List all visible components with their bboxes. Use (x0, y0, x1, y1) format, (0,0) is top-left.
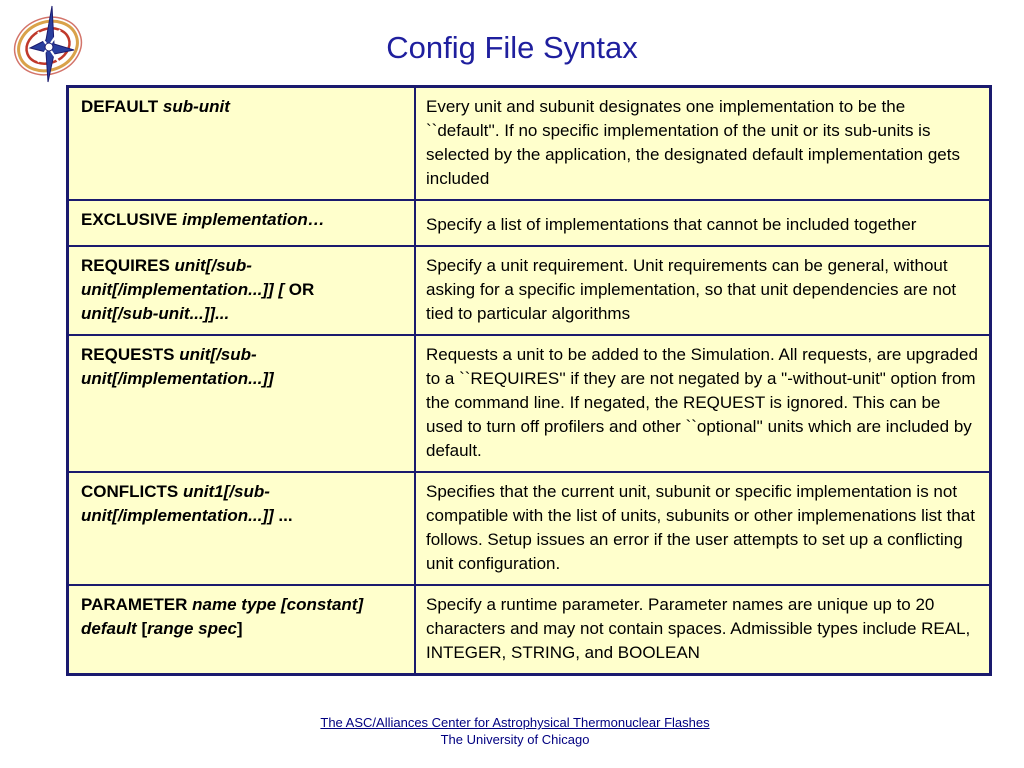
bracket-open: [ (141, 619, 148, 638)
center-link[interactable]: The ASC/Alliances Center for Astrophysical Thermonuclear Flashes (320, 715, 710, 730)
footer (0, 714, 1024, 748)
table-row (68, 246, 991, 335)
keyword: PARAMETER (81, 595, 188, 614)
table-row (68, 585, 991, 675)
description-cell: Specify a unit requirement. Unit requirements can be general, without asking for a specific implementation, so that unit dependencies are not tied to particular algorithms (415, 246, 991, 335)
keyword-args: name type [constant] default (81, 595, 364, 638)
keyword-cell (68, 246, 416, 335)
table-row (68, 200, 991, 246)
table-row (68, 335, 991, 472)
keyword-cell (68, 585, 416, 675)
institution-name: The University of Chicago (440, 732, 590, 747)
description-cell: Every unit and subunit designates one implementation to be the ``default''. If no specific implementation of the unit or its sub-units is selected by the application, the designated default implementation gets included (415, 87, 991, 201)
keyword-args: unit[/sub-unit[/implementation...]] [ (81, 256, 285, 299)
keyword-args-range: range spec (147, 619, 237, 638)
keyword-args: unit1[/sub-unit[/implementation...]] (81, 482, 274, 525)
keyword-tail: ... (278, 506, 293, 525)
keyword-or: OR (288, 280, 315, 299)
description-cell: Requests a unit to be added to the Simulation. All requests, are upgraded to a ``REQUIRES'' if they are not negated by a "-without-unit" option from the command line. If negated, the REQUEST is ignored. This can be used to turn off profilers and other ``optional'' units which are included by default. (415, 335, 991, 472)
description-cell: Specify a list of implementations that cannot be included together (415, 200, 991, 246)
keyword-args: unit[/sub-unit[/implementation...]] (81, 345, 274, 388)
table-row (68, 472, 991, 585)
keyword-args-alt: unit[/sub-unit...]]... (81, 304, 230, 323)
keyword: REQUESTS (81, 345, 175, 364)
keyword-args: implementation… (182, 210, 325, 229)
description-cell: Specify a runtime parameter. Parameter names are unique up to 20 characters and may not contain spaces. Admissible types include REAL, INTEGER, STRING, and BOOLEAN (415, 585, 991, 675)
keyword: CONFLICTS (81, 482, 179, 501)
keyword-cell (68, 335, 416, 472)
slide-title: Config File Syntax (386, 30, 638, 65)
keyword: REQUIRES (81, 256, 170, 275)
keyword: EXCLUSIVE (81, 210, 178, 229)
keyword-args: sub-unit (162, 97, 230, 116)
table-row (68, 87, 991, 201)
keyword: DEFAULT (81, 97, 159, 116)
keyword-cell (68, 472, 416, 585)
keyword-cell (68, 87, 416, 201)
bracket-close: ] (236, 619, 243, 638)
keyword-cell (68, 200, 416, 246)
config-syntax-table (66, 85, 992, 676)
description-cell: Specifies that the current unit, subunit or specific implementation is not compatible with the list of units, subunits or other implemenations list that follows. Setup issues an error if the user attempts to set up a conflicting unit configuration. (415, 472, 991, 585)
